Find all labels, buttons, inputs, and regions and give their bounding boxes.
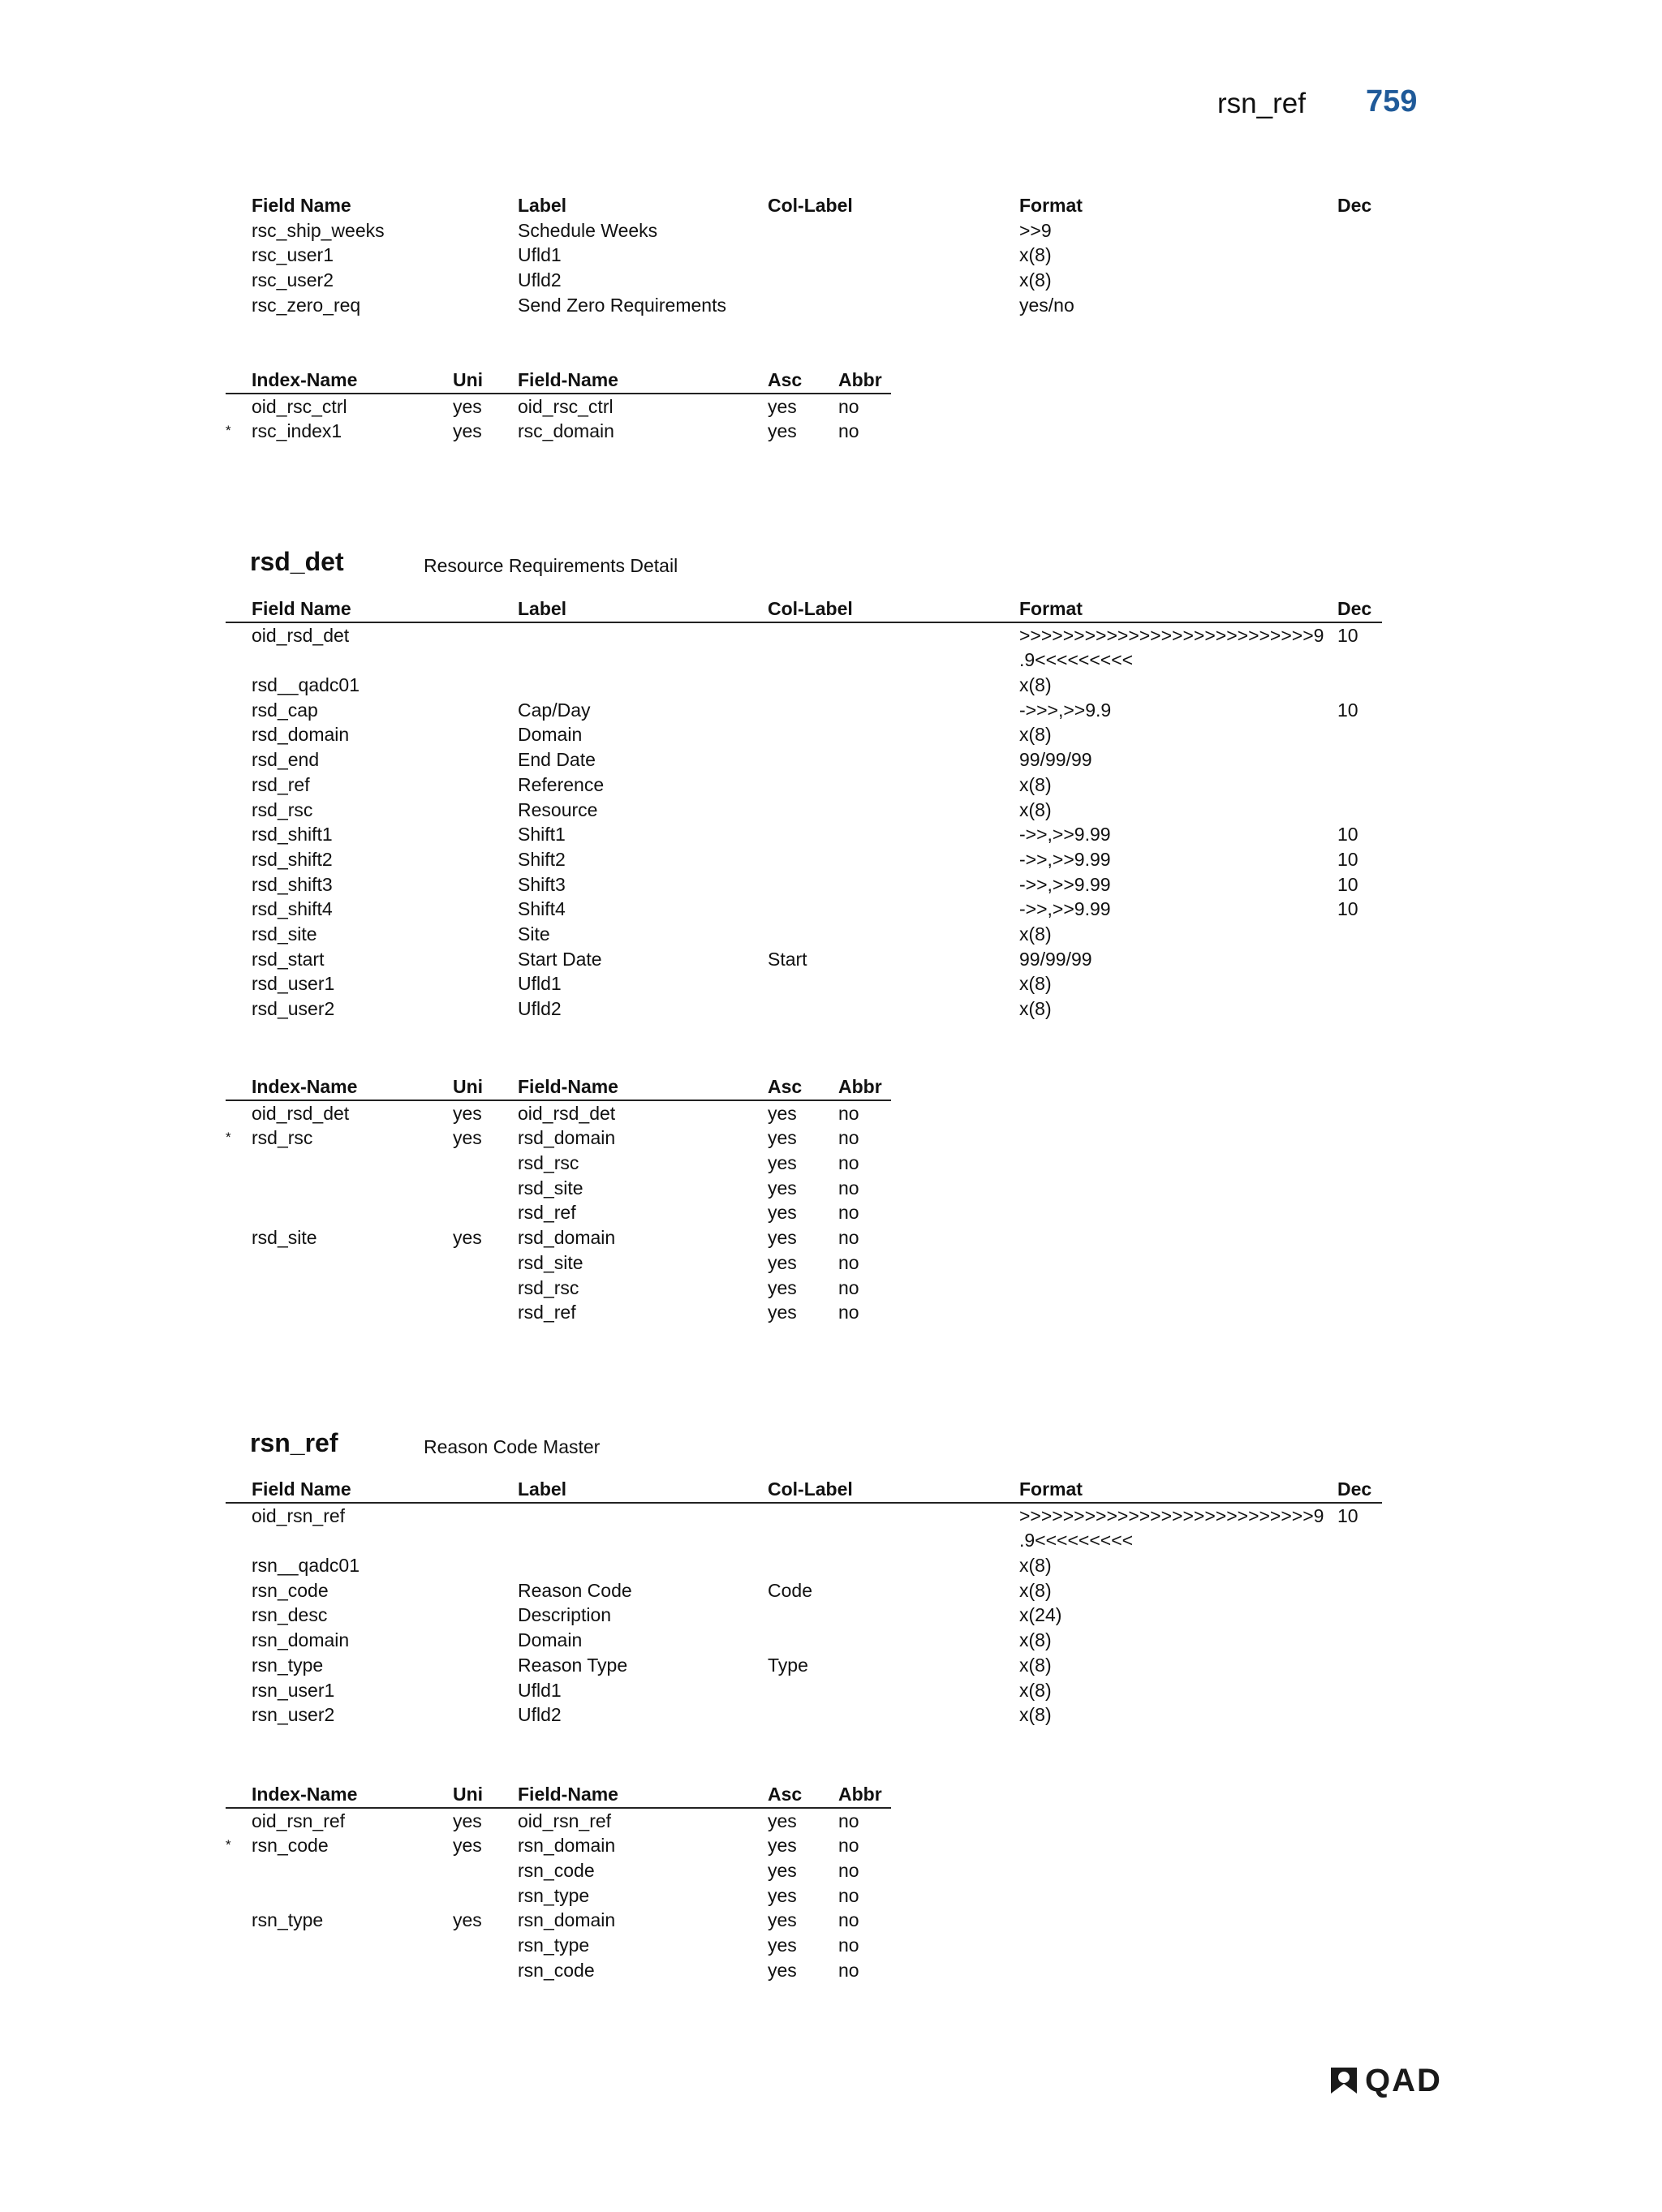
- field-row-continuation: [226, 1528, 1382, 1553]
- column-header: Uni: [453, 1076, 484, 1097]
- column-header: Format: [1019, 195, 1083, 216]
- field-label: Cap/Day: [518, 699, 591, 721]
- field-row: [226, 673, 1382, 698]
- index-row: [226, 1151, 891, 1176]
- field-format: x(8): [1019, 269, 1052, 291]
- column-header: Asc: [768, 1784, 803, 1805]
- column-header: Format: [1019, 1478, 1083, 1500]
- column-header: Dec: [1337, 195, 1372, 216]
- index-abbr: no: [838, 1227, 859, 1249]
- field-format: 99/99/99: [1019, 948, 1092, 970]
- index-field-name: rsd_ref: [518, 1202, 576, 1224]
- field-name: rsd__qadc01: [252, 674, 360, 696]
- field-row: [226, 922, 1382, 947]
- field-format: x(8): [1019, 674, 1052, 696]
- field-row: [226, 1504, 1382, 1529]
- index-unique: yes: [453, 1810, 482, 1831]
- column-header: Field Name: [252, 1478, 351, 1500]
- field-row: [226, 847, 1382, 872]
- field-row: [226, 798, 1382, 823]
- index-abbr: no: [838, 420, 859, 442]
- column-header: Uni: [453, 369, 484, 390]
- index-table-header: [226, 368, 891, 394]
- field-row: [226, 1702, 1382, 1728]
- field-format-continued: .9<<<<<<<<<: [1019, 1530, 1134, 1551]
- field-name: rsd_shift3: [252, 873, 333, 895]
- field-format: x(8): [1019, 798, 1052, 820]
- column-header: Dec: [1337, 1478, 1372, 1500]
- column-header: Abbr: [838, 1784, 882, 1805]
- field-label: Ufld1: [518, 1679, 562, 1701]
- column-header: Dec: [1337, 598, 1372, 619]
- field-row: [226, 1578, 1382, 1603]
- field-label: Ufld2: [518, 269, 562, 291]
- index-name: rsd_rsc: [252, 1127, 313, 1149]
- index-unique: yes: [453, 1227, 482, 1249]
- field-row-continuation: [226, 648, 1382, 673]
- primary-index-marker: *: [226, 1130, 231, 1146]
- index-row: [226, 1933, 891, 1958]
- index-unique: yes: [453, 420, 482, 442]
- field-row: [226, 947, 1382, 972]
- index-row: [226, 1200, 891, 1225]
- rsn-ref-table-name: rsn_ref: [250, 1428, 338, 1457]
- index-ascending: yes: [768, 420, 797, 442]
- index-row: [226, 1225, 891, 1250]
- field-label: Shift4: [518, 898, 566, 920]
- field-format: x(8): [1019, 773, 1052, 795]
- index-field-name: rsd_site: [518, 1177, 583, 1199]
- index-field-name: rsn_type: [518, 1934, 590, 1956]
- field-format: x(8): [1019, 724, 1052, 746]
- column-header: Format: [1019, 598, 1083, 619]
- field-name: rsn_type: [252, 1654, 324, 1676]
- index-field-name: rsn_code: [518, 1860, 595, 1882]
- index-ascending: yes: [768, 1276, 797, 1298]
- field-dec: 10: [1337, 824, 1358, 846]
- field-dec: 10: [1337, 848, 1358, 870]
- field-format: >>>>>>>>>>>>>>>>>>>>>>>>>>>9: [1019, 1504, 1324, 1526]
- column-header: Field Name: [252, 195, 351, 216]
- index-ascending: yes: [768, 1227, 797, 1249]
- index-abbr: no: [838, 1959, 859, 1981]
- index-abbr: no: [838, 1860, 859, 1882]
- index-name: oid_rsn_ref: [252, 1810, 346, 1831]
- field-name: rsd_cap: [252, 699, 318, 721]
- field-name: oid_rsn_ref: [252, 1504, 346, 1526]
- field-dec: 10: [1337, 1504, 1358, 1526]
- index-row: [226, 1883, 891, 1909]
- qad-logo-text: QAD: [1365, 2062, 1442, 2098]
- field-format: yes/no: [1019, 294, 1074, 316]
- index-unique: yes: [453, 1102, 482, 1124]
- index-row: [226, 1908, 891, 1933]
- index-ascending: yes: [768, 1810, 797, 1831]
- field-table-header: [226, 1477, 1382, 1504]
- index-row: [226, 1809, 891, 1834]
- field-label: Ufld1: [518, 973, 562, 995]
- field-label: Reason Type: [518, 1654, 628, 1676]
- field-label: Ufld2: [518, 998, 562, 1019]
- column-header: Col-Label: [768, 1478, 853, 1500]
- field-label: Domain: [518, 1629, 583, 1651]
- primary-index-marker: *: [226, 1837, 231, 1853]
- qad-logo-icon: [1328, 2064, 1360, 2097]
- field-row: [226, 822, 1382, 847]
- index-table-header: [226, 1074, 891, 1101]
- index-name: rsn_code: [252, 1835, 329, 1857]
- field-format-continued: .9<<<<<<<<<: [1019, 649, 1134, 671]
- field-format: ->>,>>9.99: [1019, 873, 1111, 895]
- field-label: Domain: [518, 724, 583, 746]
- column-header: Col-Label: [768, 195, 853, 216]
- index-field-name: rsd_site: [518, 1251, 583, 1273]
- index-field-name: oid_rsn_ref: [518, 1810, 612, 1831]
- index-ascending: yes: [768, 395, 797, 417]
- field-name: rsd_shift4: [252, 898, 333, 920]
- rsn-ref-field-table: [226, 1477, 1382, 1728]
- field-format: x(8): [1019, 1579, 1052, 1601]
- index-ascending: yes: [768, 1177, 797, 1199]
- index-row: [226, 1858, 891, 1883]
- column-header: Label: [518, 1478, 567, 1500]
- index-field-name: rsd_ref: [518, 1302, 576, 1323]
- index-field-name: rsn_domain: [518, 1909, 616, 1931]
- index-abbr: no: [838, 1177, 859, 1199]
- column-header: Uni: [453, 1784, 484, 1805]
- field-row: [226, 1603, 1382, 1628]
- column-header: Asc: [768, 369, 803, 390]
- field-label: Description: [518, 1604, 612, 1626]
- field-name: rsd_rsc: [252, 798, 313, 820]
- index-abbr: no: [838, 395, 859, 417]
- index-row: [226, 1250, 891, 1276]
- field-col-label: Code: [768, 1579, 812, 1601]
- field-format: >>>>>>>>>>>>>>>>>>>>>>>>>>>9: [1019, 624, 1324, 646]
- field-format: 99/99/99: [1019, 749, 1092, 771]
- index-field-name: rsn_domain: [518, 1835, 616, 1857]
- field-label: Ufld2: [518, 1704, 562, 1726]
- rsd-det-index-table: [226, 1074, 891, 1325]
- index-unique: yes: [453, 395, 482, 417]
- field-row: [226, 722, 1382, 747]
- index-abbr: no: [838, 1884, 859, 1906]
- field-name: rsd_user2: [252, 998, 335, 1019]
- field-format: ->>,>>9.99: [1019, 848, 1111, 870]
- field-name: rsd_user1: [252, 973, 335, 995]
- field-col-label: Start: [768, 948, 807, 970]
- field-format: ->>,>>9.99: [1019, 898, 1111, 920]
- index-name: oid_rsc_ctrl: [252, 395, 347, 417]
- index-abbr: no: [838, 1835, 859, 1857]
- field-name: rsd_domain: [252, 724, 350, 746]
- field-format: x(8): [1019, 1555, 1052, 1577]
- index-abbr: no: [838, 1934, 859, 1956]
- field-row: [226, 772, 1382, 798]
- field-name: rsc_ship_weeks: [252, 219, 385, 241]
- index-abbr: no: [838, 1152, 859, 1174]
- field-format: x(8): [1019, 973, 1052, 995]
- column-header: Field-Name: [518, 369, 618, 390]
- index-field-name: rsc_domain: [518, 420, 614, 442]
- index-ascending: yes: [768, 1934, 797, 1956]
- index-field-name: rsd_rsc: [518, 1152, 579, 1174]
- field-name: rsc_zero_req: [252, 294, 361, 316]
- index-abbr: no: [838, 1302, 859, 1323]
- column-header: Abbr: [838, 369, 882, 390]
- field-name: rsd_site: [252, 923, 317, 945]
- index-name: rsn_type: [252, 1909, 324, 1931]
- column-header: Label: [518, 195, 567, 216]
- field-col-label: Type: [768, 1654, 808, 1676]
- index-abbr: no: [838, 1909, 859, 1931]
- field-name: rsn_desc: [252, 1604, 328, 1626]
- index-row: [226, 1833, 891, 1858]
- index-row: [226, 1176, 891, 1201]
- field-name: rsd_start: [252, 948, 325, 970]
- field-name: rsn_user1: [252, 1679, 335, 1701]
- field-name: rsd_shift1: [252, 824, 333, 846]
- field-row: [226, 1553, 1382, 1578]
- rsd-det-table-name: rsd_det: [250, 547, 344, 576]
- index-abbr: no: [838, 1102, 859, 1124]
- field-format: x(8): [1019, 1679, 1052, 1701]
- primary-index-marker: *: [226, 423, 231, 439]
- index-abbr: no: [838, 1127, 859, 1149]
- index-ascending: yes: [768, 1102, 797, 1124]
- index-row: [226, 1300, 891, 1325]
- field-format: x(8): [1019, 244, 1052, 266]
- index-unique: yes: [453, 1127, 482, 1149]
- field-name: rsc_user1: [252, 244, 334, 266]
- field-name: rsn_domain: [252, 1629, 350, 1651]
- index-row: [226, 1958, 891, 1983]
- field-label: Reference: [518, 773, 605, 795]
- column-header: Index-Name: [252, 369, 358, 390]
- index-ascending: yes: [768, 1884, 797, 1906]
- index-name: rsc_index1: [252, 420, 342, 442]
- field-format: x(8): [1019, 1654, 1052, 1676]
- field-name: rsn_user2: [252, 1704, 335, 1726]
- field-name: rsc_user2: [252, 269, 334, 291]
- field-label: Start Date: [518, 948, 602, 970]
- index-name: oid_rsd_det: [252, 1102, 350, 1124]
- field-table-header: [226, 596, 1382, 623]
- field-label: End Date: [518, 749, 596, 771]
- field-row: [226, 872, 1382, 897]
- index-row: [226, 1125, 891, 1151]
- index-ascending: yes: [768, 1302, 797, 1323]
- rsd-det-field-table: [226, 596, 1382, 1022]
- field-dec: 10: [1337, 873, 1358, 895]
- index-field-name: oid_rsc_ctrl: [518, 395, 614, 417]
- index-ascending: yes: [768, 1127, 797, 1149]
- field-name: rsd_ref: [252, 773, 310, 795]
- index-field-name: rsd_domain: [518, 1127, 616, 1149]
- field-name: rsn_code: [252, 1579, 329, 1601]
- field-dec: 10: [1337, 699, 1358, 721]
- field-row: [226, 1628, 1382, 1653]
- column-header: Index-Name: [252, 1784, 358, 1805]
- field-format: x(8): [1019, 1704, 1052, 1726]
- index-abbr: no: [838, 1276, 859, 1298]
- index-field-name: rsd_domain: [518, 1227, 616, 1249]
- column-header: Field-Name: [518, 1076, 618, 1097]
- field-row: [226, 996, 1382, 1022]
- index-field-name: rsn_code: [518, 1959, 595, 1981]
- field-format: x(8): [1019, 923, 1052, 945]
- field-row: [226, 698, 1382, 723]
- index-unique: yes: [453, 1835, 482, 1857]
- field-label: Shift2: [518, 848, 566, 870]
- running-header-title: rsn_ref: [1217, 88, 1306, 119]
- index-row: [226, 1276, 891, 1301]
- field-dec: 10: [1337, 624, 1358, 646]
- index-row: [226, 394, 891, 420]
- field-label: Shift3: [518, 873, 566, 895]
- column-header: Index-Name: [252, 1076, 358, 1097]
- field-format: x(8): [1019, 998, 1052, 1019]
- column-header: Asc: [768, 1076, 803, 1097]
- field-format: x(24): [1019, 1604, 1062, 1626]
- index-abbr: no: [838, 1810, 859, 1831]
- index-field-name: rsn_type: [518, 1884, 590, 1906]
- field-row: [226, 1678, 1382, 1703]
- field-name: oid_rsd_det: [252, 624, 350, 646]
- index-row: [226, 419, 891, 444]
- field-row: [226, 897, 1382, 922]
- field-dec: 10: [1337, 898, 1358, 920]
- index-row: [226, 1101, 891, 1126]
- index-ascending: yes: [768, 1909, 797, 1931]
- index-ascending: yes: [768, 1251, 797, 1273]
- index-unique: yes: [453, 1909, 482, 1931]
- field-row: [226, 747, 1382, 772]
- field-label: Schedule Weeks: [518, 219, 658, 241]
- field-format: >>9: [1019, 219, 1052, 241]
- field-name: rsd_end: [252, 749, 320, 771]
- index-name: rsd_site: [252, 1227, 317, 1249]
- field-row: [226, 971, 1382, 996]
- field-name: rsd_shift2: [252, 848, 333, 870]
- field-name: rsn__qadc01: [252, 1555, 360, 1577]
- column-header: Field Name: [252, 598, 351, 619]
- rsc-index-table: [226, 368, 891, 444]
- page-number: 759: [1366, 84, 1418, 118]
- field-format: x(8): [1019, 1629, 1052, 1651]
- field-format: ->>>,>>9.9: [1019, 699, 1112, 721]
- qad-logo: [1328, 2064, 1442, 2097]
- column-header: Field-Name: [518, 1784, 618, 1805]
- index-ascending: yes: [768, 1152, 797, 1174]
- index-ascending: yes: [768, 1202, 797, 1224]
- index-abbr: no: [838, 1251, 859, 1273]
- field-label: Send Zero Requirements: [518, 294, 726, 316]
- field-label: Site: [518, 923, 550, 945]
- field-label: Shift1: [518, 824, 566, 846]
- field-label: Reason Code: [518, 1579, 632, 1601]
- rsn-ref-table-description: Reason Code Master: [424, 1436, 601, 1457]
- index-field-name: rsd_rsc: [518, 1276, 579, 1298]
- index-table-header: [226, 1782, 891, 1809]
- field-row: [226, 623, 1382, 648]
- index-ascending: yes: [768, 1959, 797, 1981]
- index-field-name: oid_rsd_det: [518, 1102, 616, 1124]
- field-label: Ufld1: [518, 244, 562, 266]
- index-ascending: yes: [768, 1860, 797, 1882]
- index-abbr: no: [838, 1202, 859, 1224]
- column-header: Label: [518, 598, 567, 619]
- index-ascending: yes: [768, 1835, 797, 1857]
- column-header: Col-Label: [768, 598, 853, 619]
- column-header: Abbr: [838, 1076, 882, 1097]
- field-label: Resource: [518, 798, 598, 820]
- rsd-det-table-description: Resource Requirements Detail: [424, 555, 678, 576]
- rsn-ref-index-table: [226, 1782, 891, 1983]
- field-format: ->>,>>9.99: [1019, 824, 1111, 846]
- field-row: [226, 1653, 1382, 1678]
